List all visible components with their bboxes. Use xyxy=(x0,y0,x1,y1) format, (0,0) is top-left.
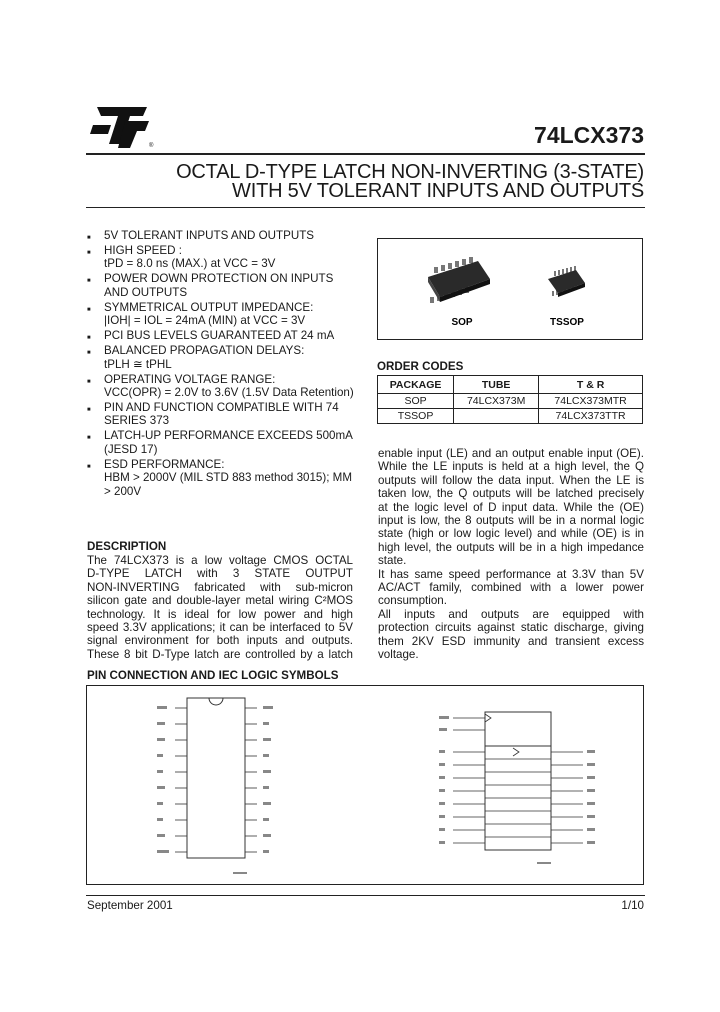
footer-rule xyxy=(86,895,645,896)
text-line: All inputs and outputs are equipped with xyxy=(378,607,644,621)
package-images xyxy=(378,239,642,339)
feature-item: ■ LATCH-UP PERFORMANCE EXCEEDS 500mA (JESD 17) xyxy=(87,429,353,456)
sop-package-icon xyxy=(428,257,490,303)
table-cell xyxy=(454,409,539,424)
text-line: AC/ACT family, combined with a lower power xyxy=(378,581,644,595)
table-header-row xyxy=(378,376,643,394)
pin-section-title: PIN CONNECTION AND IEC LOGIC SYMBOLS xyxy=(87,669,339,682)
bullet-icon: ■ xyxy=(87,350,91,357)
bullet-icon: ■ xyxy=(87,407,91,414)
text-line: D-TYPE LATCH with 3 STATE OUTPUT xyxy=(87,567,353,581)
svg-text:®: ® xyxy=(149,143,154,149)
text-line: state (high or low logic level) and while (OE) is in xyxy=(378,527,644,541)
text-line: enable input (LE) and an output enable input (OE). xyxy=(378,447,644,460)
title-rule xyxy=(86,207,645,208)
bullet-icon: ■ xyxy=(87,335,91,342)
feature-item: ■ BALANCED PROPAGATION DELAYS: tPLH ≅ tPHL xyxy=(87,344,305,371)
order-codes-table xyxy=(377,375,643,424)
st-logo-icon xyxy=(87,103,155,151)
bullet-icon: ■ xyxy=(87,306,91,313)
text-line: state. xyxy=(378,554,407,568)
title-line-2: WITH 5V TOLERANT INPUTS AND OUTPUTS xyxy=(232,180,644,202)
feature-item: ■ OPERATING VOLTAGE RANGE: VCC(OPR) = 2.0V to 3.6V (1.5V Data Retention) xyxy=(87,372,354,400)
sop-label: SOP xyxy=(451,317,473,328)
table-cell: 74LCX373TTR xyxy=(539,409,643,424)
bullet-icon: ■ xyxy=(87,435,91,442)
features-list xyxy=(87,229,357,500)
feature-item: ■ PCI BUS LEVELS GUARANTEED AT 24 mA xyxy=(87,329,357,342)
text-line: These 8 bit D-Type latch are controlled by a latch xyxy=(87,647,353,661)
text-line: speed 3.3V applications; it can be interfaced to 5V xyxy=(87,621,353,635)
bullet-icon: ■ xyxy=(87,378,91,385)
table-row xyxy=(378,409,643,424)
header-rule xyxy=(86,153,645,155)
footer-page: 1/10 xyxy=(621,899,644,912)
description-left xyxy=(87,554,353,661)
table-cell: 74LCX373M xyxy=(454,394,539,409)
text-line: consumption. xyxy=(378,594,447,608)
pin-diagrams xyxy=(87,686,643,884)
footer-date: September 2001 xyxy=(87,899,173,912)
iec-logic-symbol xyxy=(439,712,595,864)
text-line: It has same speed performance at 3.3V than 5V xyxy=(378,567,644,581)
feature-item: ■ 5V TOLERANT INPUTS AND OUTPUTS xyxy=(87,229,357,242)
description-right xyxy=(378,447,644,662)
pin-diagram-box xyxy=(86,685,644,885)
feature-item: ■ HIGH SPEED : tPD = 8.0 ns (MAX.) at VCC = 3V xyxy=(87,244,276,271)
text-line: them 2KV ESD immunity and transient excess xyxy=(378,634,644,648)
part-number: 74LCX373 xyxy=(534,122,644,148)
bullet-icon: ■ xyxy=(87,278,91,285)
table-cell: 74LCX373MTR xyxy=(539,394,643,409)
bullet-icon: ■ xyxy=(87,250,91,256)
order-codes-title: ORDER CODES xyxy=(377,360,464,373)
dip-pinout-diagram xyxy=(157,698,273,874)
text-line: technology. It is ideal for low power and high xyxy=(87,607,353,621)
text-line: taken low, the Q outputs will be latched precisely xyxy=(378,487,644,501)
feature-item: ■ SYMMETRICAL OUTPUT IMPEDANCE: |IOH| = IOL = 24mA (MIN) at VCC = 3V xyxy=(87,300,314,328)
table-row xyxy=(378,394,643,409)
tssop-label: TSSOP xyxy=(550,317,584,328)
text-line: high level, the outputs will be in a high impedance xyxy=(378,540,644,554)
text-line: silicon gate and double-layer metal wiring C²MOS xyxy=(87,594,353,608)
description-title: DESCRIPTION xyxy=(87,540,167,553)
text-line: While the LE inputs is held at a high level, the Q xyxy=(378,460,644,474)
title-line-1: OCTAL D-TYPE LATCH NON-INVERTING (3-STATE) xyxy=(176,161,644,183)
col-tube: TUBE xyxy=(454,376,539,394)
table-cell: SOP xyxy=(378,394,454,409)
bullet-icon: ■ xyxy=(87,235,91,241)
text-line: at the logic level of D input data. While the (OE) xyxy=(378,500,644,514)
tssop-package-icon xyxy=(548,266,585,297)
feature-item: ■ PIN AND FUNCTION COMPATIBLE WITH 74 SERIES 373 xyxy=(87,401,339,428)
text-line: protection circuits against static discharge, giving xyxy=(378,621,644,635)
feature-item: ■ ESD PERFORMANCE: HBM > 2000V (MIL STD 883 method 3015); MM > 200V xyxy=(87,457,352,498)
st-logo xyxy=(87,103,155,151)
package-box xyxy=(377,238,643,340)
text-line: signal environment for both inputs and outputs. xyxy=(87,634,353,648)
table-cell: TSSOP xyxy=(378,409,454,424)
text-line: outputs will follow the data input. When the LE is xyxy=(378,473,644,487)
text-line: input is low, the 8 outputs will be in a normal logic xyxy=(378,514,644,528)
bullet-icon: ■ xyxy=(87,463,91,470)
col-tr: T & R xyxy=(539,376,643,394)
feature-item: ■ POWER DOWN PROTECTION ON INPUTS AND OUTPUTS xyxy=(87,272,334,299)
text-line: NON-INVERTING fabricated with sub-micron xyxy=(87,580,353,594)
text-line: voltage. xyxy=(378,648,419,662)
text-line: The 74LCX373 is a low voltage CMOS OCTAL xyxy=(87,554,353,567)
col-package: PACKAGE xyxy=(378,376,454,394)
